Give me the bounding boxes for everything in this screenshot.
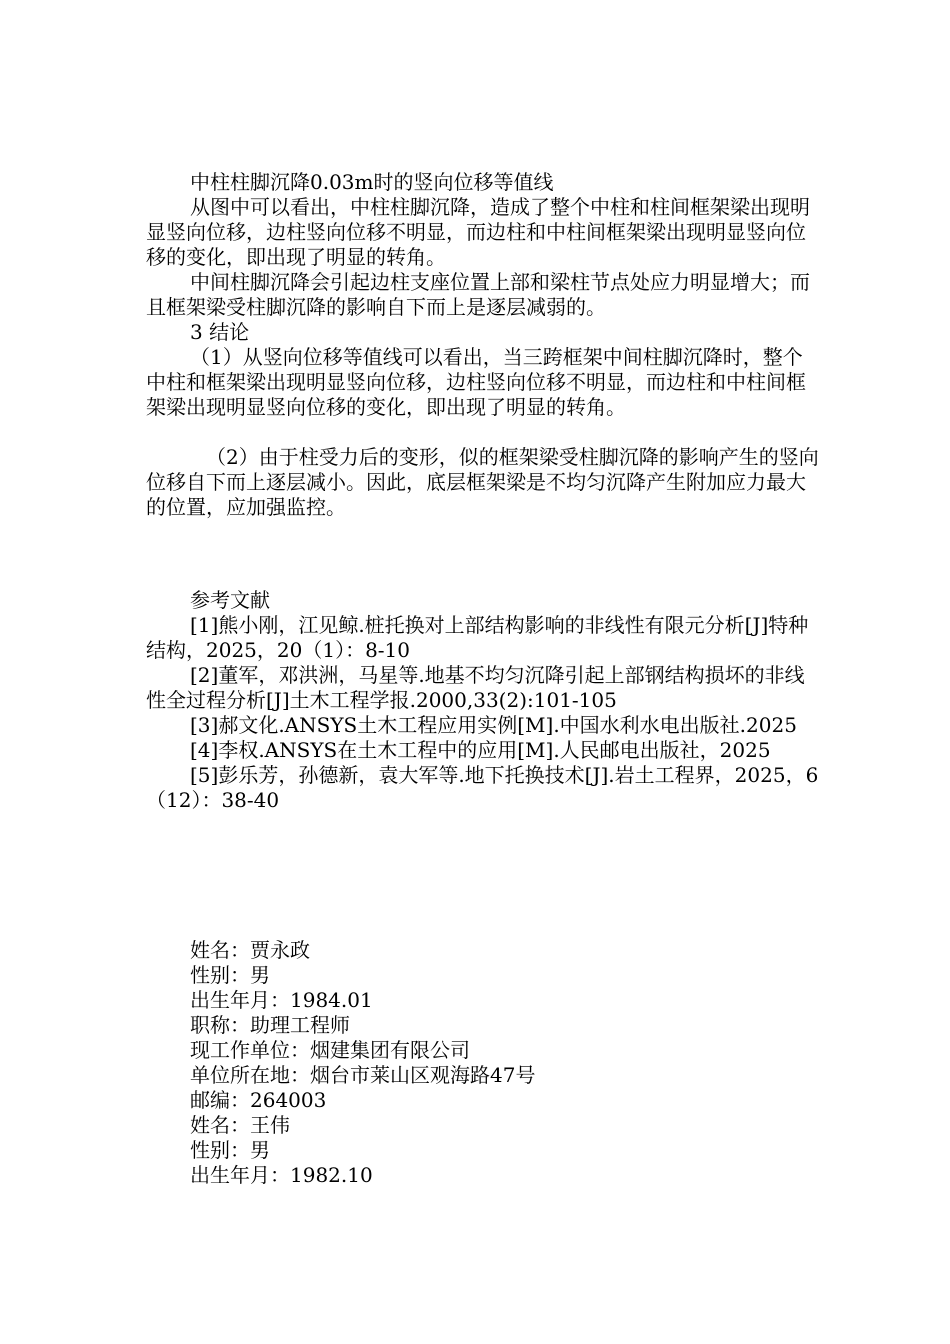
author-line: 现工作单位：烟建集团有限公司 bbox=[190, 1038, 470, 1062]
spacer bbox=[146, 520, 822, 588]
document-body bbox=[146, 170, 822, 1188]
reference-item: [5]彭乐芳，孙德新，袁大军等.地下托换技术[J].岩土工程界，2025，6（12）：38-40 bbox=[146, 763, 819, 812]
author-line: 性别：男 bbox=[190, 1138, 270, 1162]
paragraph-stress: 中间柱脚沉降会引起边柱支座位置上部和梁柱节点处应力明显增大；而且框架梁受柱脚沉降的影响自下而上是逐层减弱的。 bbox=[146, 270, 810, 319]
author-line: 邮编：264003 bbox=[190, 1088, 327, 1112]
reference-item: [2]董军，邓洪洲，马星等.地基不均匀沉降引起上部钢结构损坏的非线性全过程分析[J]土木工程学报.2000,33(2):101-105 bbox=[146, 663, 805, 712]
spacer bbox=[146, 420, 822, 445]
author-line: 性别：男 bbox=[190, 963, 270, 987]
conclusion-item-1: （1）从竖向位移等值线可以看出，当三跨框架中间柱脚沉降时，整个中柱和框架梁出现明显竖向位移，边柱竖向位移不明显，而边柱和中柱间框架梁出现明显竖向位移的变化，即出现了明显的转角。 bbox=[146, 345, 806, 419]
spacer bbox=[146, 813, 822, 938]
reference-item: [3]郝文化.ANSYS土木工程应用实例[M].中国水利水电出版社.2025 bbox=[190, 713, 797, 737]
paragraph-analysis: 从图中可以看出，中柱柱脚沉降，造成了整个中柱和柱间框架梁出现明显竖向位移，边柱竖向位移不明显，而边柱和中柱间框架梁出现明显竖向位移的变化，即出现了明显的转角。 bbox=[146, 195, 810, 269]
conclusion-item-2: （2）由于柱受力后的变形，似的框架梁受柱脚沉降的影响产生的竖向位移自下而上逐层减小。因此，底层框架梁是不均匀沉降产生附加应力最大的位置，应加强监控。 bbox=[146, 445, 819, 519]
author-line: 出生年月：1984.01 bbox=[190, 988, 373, 1012]
author-info bbox=[146, 938, 822, 1188]
figure-caption: 中柱柱脚沉降0.03m时的竖向位移等值线 bbox=[190, 170, 554, 194]
reference-item: [4]李权.ANSYS在土木工程中的应用[M].人民邮电出版社，2025 bbox=[190, 738, 771, 762]
author-line: 姓名：贾永政 bbox=[190, 938, 310, 962]
references-heading: 参考文献 bbox=[190, 588, 270, 612]
section-heading-conclusion: 3 结论 bbox=[190, 320, 250, 344]
author-line: 出生年月：1982.10 bbox=[190, 1163, 373, 1187]
author-line: 姓名：王伟 bbox=[190, 1113, 290, 1137]
author-line: 职称：助理工程师 bbox=[190, 1013, 350, 1037]
reference-item: [1]熊小刚，江见鲸.桩托换对上部结构影响的非线性有限元分析[J]特种结构，2025，20（1）：8-10 bbox=[146, 613, 809, 662]
references-section bbox=[146, 588, 822, 813]
author-line: 单位所在地：烟台市莱山区观海路47号 bbox=[190, 1063, 536, 1087]
